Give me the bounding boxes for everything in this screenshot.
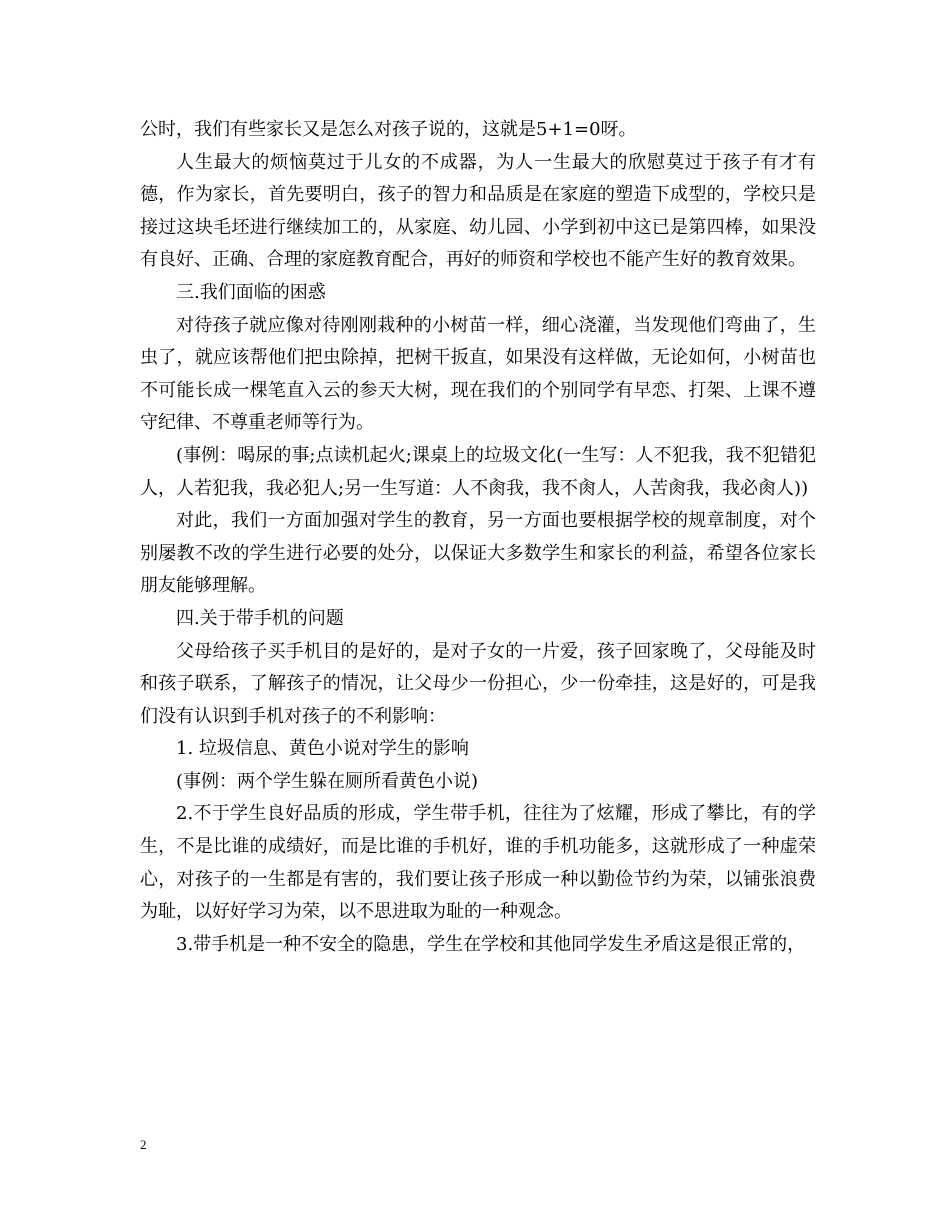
paragraph: (事例：两个学生躲在厕所看黄色小说) xyxy=(176,770,479,792)
list-item: 2.不于学生良好品质的形成，学生带手机，往往为了炫耀，形成了攀比，有的学生，不是比谁的成绩好，而是比谁的手机好，谁的手机功能多，这就形成了一种虚荣心，对孩子的一生都是有害的，我们要让孩子形成一种以勤俭节约为荣，以铺张浪费为耻，以好好学习为荣，以不思进取为耻的一种观念。 xyxy=(140,803,816,923)
list-item: 3.带手机是一种不安全的隐患，学生在学校和其他同学发生矛盾这是很正常的， xyxy=(176,933,806,955)
page-number: 2 xyxy=(140,1137,147,1152)
paragraph: (事例：喝尿的事;点读机起火;课桌上的垃圾文化(一生写：人不犯我，我不犯错犯人，人若犯我，我必犯人;另一生写道：人不肏我，我不肏人，人苦肏我，我必肏人)) xyxy=(140,444,816,499)
list-item: 1. 垃圾信息、黄色小说对学生的影响 xyxy=(176,738,469,760)
paragraph: 对此，我们一方面加强对学生的教育，另一方面也要根据学校的规章制度，对个别屡教不改的学生进行必要的处分，以保证大多数学生和家长的利益，希望各位家长朋友能够理解。 xyxy=(140,510,816,597)
paragraph: 父母给孩子买手机目的是好的，是对子女的一片爱，孩子回家晚了，父母能及时和孩子联系，了解孩子的情况，让父母少一份担心，少一份牵挂，这是好的，可是我们没有认识到手机对孩子的不利影响： xyxy=(140,640,816,727)
paragraph: 人生最大的烦恼莫过于儿女的不成器，为人一生最大的欣慰莫过于孩子有才有德，作为家长，首先要明白，孩子的智力和品质是在家庭的塑造下成型的，学校只是接过这块毛坯进行继续加工的，从家庭、幼儿园、小学到初中这已是第四棒，如果没有良好、正确、合理的家庭教育配合，再好的师资和学校也不能产生好的教育效果。 xyxy=(140,151,816,271)
section-heading: 四.关于带手机的问题 xyxy=(176,607,344,629)
section-heading: 三.我们面临的困惑 xyxy=(176,281,326,303)
paragraph: 对待孩子就应像对待刚刚栽种的小树苗一样，细心浇灌，当发现他们弯曲了，生虫了，就应该帮他们把虫除掉，把树干扳直，如果没有这样做，无论如何，小树苗也不可能长成一棵笔直入云的参天大树，现在我们的个别同学有早恋、打架、上课不遵守纪律、不尊重老师等行为。 xyxy=(140,314,816,434)
paragraph: 公时，我们有些家长又是怎么对孩子说的，这就是5+1=0呀。 xyxy=(140,119,637,140)
body-text xyxy=(140,114,816,961)
